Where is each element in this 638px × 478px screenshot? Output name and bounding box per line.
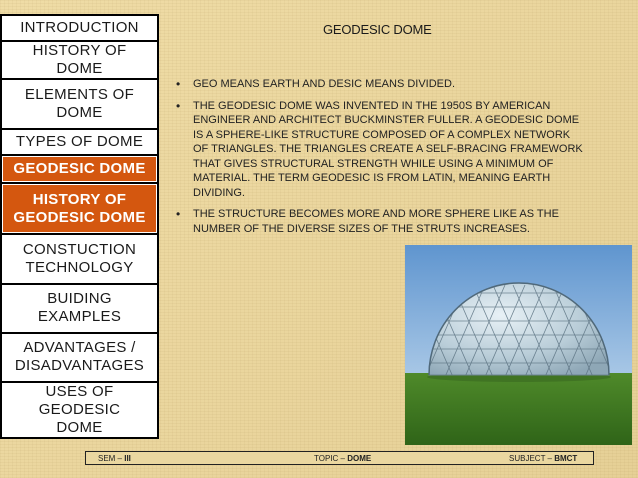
bullet-item: [176, 77, 586, 92]
footer-subject-label: SUBJECT –: [509, 454, 555, 463]
nav-item-building-examples[interactable]: [2, 285, 157, 332]
footer-topic-label: TOPIC –: [314, 454, 348, 463]
bullet-text: THE GEODESIC DOME WAS INVENTED IN THE 1950S BY AMERICAN ENGINEER AND ARCHITECT BUCKMINSTER FULLER. A GEODESIC DOME IS A SPHERE-LIKE STRUCTURE COMPOSED OF A COMPLEX NETWORK OF TRIANGLES. THE TRIANGLES CREATE A SELF-BRACING FRAMEWORK THAT GIVES STRUCTURAL STRENGTH WHILE USING A MINIMUM OF MATERIAL. THE TERM GEODESIC IS FROM LATIN, MEANING EARTH DIVIDING.: [193, 99, 583, 199]
nav-label: TYPES OF DOME: [15, 132, 144, 150]
nav-label: ADVANTAGES / DISADVANTAGES: [14, 339, 145, 375]
nav-item-uses-of-geodesic-dome[interactable]: [2, 383, 157, 437]
geodesic-dome-photo: [405, 245, 632, 445]
nav-item-construction-technology[interactable]: [2, 235, 157, 282]
nav-item-advantages-disadvantages[interactable]: [2, 334, 157, 381]
bullet-item: [176, 99, 586, 201]
nav-item-types-of-dome[interactable]: [2, 130, 157, 154]
footer-bar: [85, 451, 594, 465]
bullet-text: THE STRUCTURE BECOMES MORE AND MORE SPHERE LIKE AS THE NUMBER OF THE DIVERSE SIZES OF THE STRUTS INCREASES.: [193, 208, 559, 235]
nav-label: HISTORY OF GEODESIC DOME: [13, 190, 146, 226]
nav-label: INTRODUCTION: [20, 19, 139, 37]
nav-item-geodesic-dome[interactable]: [2, 156, 157, 182]
nav-item-history-of-dome[interactable]: [2, 42, 157, 78]
nav-item-history-of-geodesic-dome[interactable]: [2, 184, 157, 233]
nav-item-introduction[interactable]: [2, 16, 157, 40]
nav-item-elements-of-dome[interactable]: [2, 80, 157, 127]
bullet-icon: •: [176, 98, 181, 113]
footer-sem-value: III: [124, 454, 131, 463]
footer-subject: [509, 454, 577, 463]
nav-label: GEODESIC DOME: [13, 159, 146, 177]
footer-topic-value: DOME: [347, 454, 372, 463]
nav-label: ELEMENTS OF DOME: [24, 85, 135, 121]
nav-label: USES OF GEODESIC DOME: [38, 383, 121, 437]
footer-sem: [98, 454, 131, 463]
footer-sem-label: SEM –: [98, 454, 125, 463]
nav-label: BUIDING EXAMPLES: [37, 290, 122, 326]
bullet-icon: •: [176, 77, 181, 91]
footer-subject-value: BMCT: [554, 454, 578, 463]
sidebar-nav: [0, 14, 159, 439]
footer-topic: [314, 454, 371, 463]
bullet-list: [176, 77, 586, 243]
nav-label: CONSTUCTION TECHNOLOGY: [22, 240, 137, 276]
bullet-text: GEO MEANS EARTH AND DESIC MEANS DIVIDED.: [193, 78, 456, 90]
slide-title: GEODESIC DOME: [323, 22, 432, 37]
bullet-item: [176, 207, 586, 236]
bullet-icon: •: [176, 207, 181, 221]
nav-label: HISTORY OF DOME: [32, 42, 127, 78]
